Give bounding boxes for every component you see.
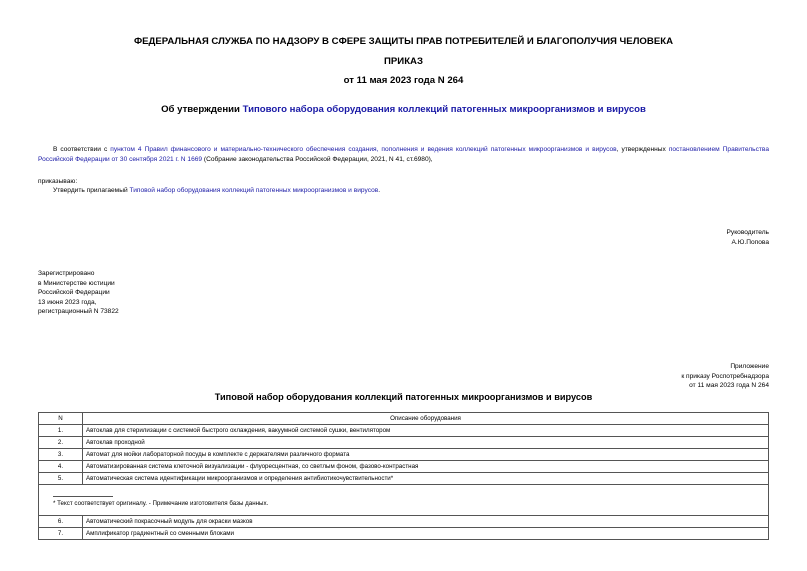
- column-header-description: Описание оборудования: [83, 413, 769, 425]
- order-date-number: от 11 мая 2023 года N 264: [343, 75, 464, 86]
- order-clause: [53, 186, 380, 196]
- row-number: 3.: [39, 449, 83, 461]
- signatory-name: А.Ю.Попова: [731, 239, 769, 246]
- table-row: [39, 461, 769, 473]
- appendix-label: Приложение: [730, 363, 769, 370]
- appendix-date: от 11 мая 2023 года N 264: [689, 382, 769, 389]
- registration-line: Зарегистрировано: [38, 270, 95, 277]
- appendix-title: Типовой набор оборудования коллекций патогенных микроорганизмов и вирусов: [214, 392, 593, 402]
- table-row: [39, 425, 769, 437]
- row-description: Автоклав проходной: [83, 437, 769, 449]
- table-row: [39, 473, 769, 485]
- order-word: приказываю:: [38, 178, 78, 185]
- table-row: [39, 437, 769, 449]
- footnote-divider: [53, 496, 113, 497]
- document-type: ПРИКАЗ: [384, 56, 423, 67]
- registration-line: 13 июня 2023 года,: [38, 298, 97, 306]
- order-title: [0, 104, 807, 115]
- government-decree-link[interactable]: постановлением Правительства Российской Федерации от 30 сентября 2021 г. N 1669: [38, 146, 770, 163]
- row-number: 6.: [39, 516, 83, 528]
- order-title-link[interactable]: Типового набора оборудования коллекций патогенных микроорганизмов и вирусов: [242, 104, 646, 115]
- equipment-table: [38, 412, 769, 540]
- row-number: 2.: [39, 437, 83, 449]
- signatory-position: Руководитель: [726, 229, 769, 236]
- appendix-to-order: к приказу Роспотребнадзора: [681, 373, 769, 380]
- registration-line: в Министерстве юстиции: [38, 279, 115, 287]
- preamble-text-c: (Собрание законодательства Российской Федерации, 2021, N 41, ст.6980),: [202, 155, 433, 163]
- row-description: Автоклав для стерилизации с системой быстрого охлаждения, вакуумной системой сушки, вентилятором: [83, 425, 769, 437]
- footnote-text: * Текст соответствует оригиналу. - Примечание изготовителя базы данных.: [53, 499, 269, 507]
- registration-line: регистрационный N 73822: [38, 308, 119, 316]
- preamble-text-a: В соответствии с: [53, 146, 111, 153]
- order-clause-text-a: Утвердить прилагаемый: [53, 187, 130, 194]
- footnote-cell: [39, 485, 769, 516]
- row-description: Амплификатор градиентный со сменными блоками: [83, 528, 769, 540]
- table-row: [39, 449, 769, 461]
- typical-set-link[interactable]: Типовой набор оборудования коллекций патогенных микроорганизмов и вирусов: [129, 187, 379, 194]
- rules-link[interactable]: пунктом 4 Правил финансового и материально-технического обеспечения создания, пополнения и ведения коллекций патогенных микроорганизмов и вирусов: [110, 146, 617, 153]
- preamble-paragraph: [38, 145, 769, 164]
- preamble-text-b: , утвержденных: [616, 146, 669, 153]
- registration-block: [38, 269, 119, 317]
- order-clause-text-b: .: [378, 187, 381, 194]
- table-row: [39, 528, 769, 540]
- footnote-row: [39, 485, 769, 516]
- agency-name: ФЕДЕРАЛЬНАЯ СЛУЖБА ПО НАДЗОРУ В СФЕРЕ ЗАЩИТЫ ПРАВ ПОТРЕБИТЕЛЕЙ И БЛАГОПОЛУЧИЯ ЧЕЛОВЕКА: [133, 36, 674, 47]
- row-number: 5.: [39, 473, 83, 485]
- table-header-row: [39, 413, 769, 425]
- row-description: Автоматизированная система клеточной визуализации - флуоресцентная, со светлым фоном, фазово-контрастная: [83, 461, 769, 473]
- row-description: Автоматическая система идентификации микроорганизмов и определения антибиотикочувствительности*: [83, 473, 769, 485]
- row-number: 4.: [39, 461, 83, 473]
- row-description: Автоматический покрасочный модуль для окраски мазков: [83, 516, 769, 528]
- column-header-n: N: [39, 413, 83, 425]
- row-description: Автомат для мойки лабораторной посуды в комплекте с держателями различного формата: [83, 449, 769, 461]
- order-title-prefix: Об утверждении: [161, 104, 243, 115]
- row-number: 1.: [39, 425, 83, 437]
- registration-line: Российской Федерации: [38, 289, 110, 297]
- row-number: 7.: [39, 528, 83, 540]
- table-row: [39, 516, 769, 528]
